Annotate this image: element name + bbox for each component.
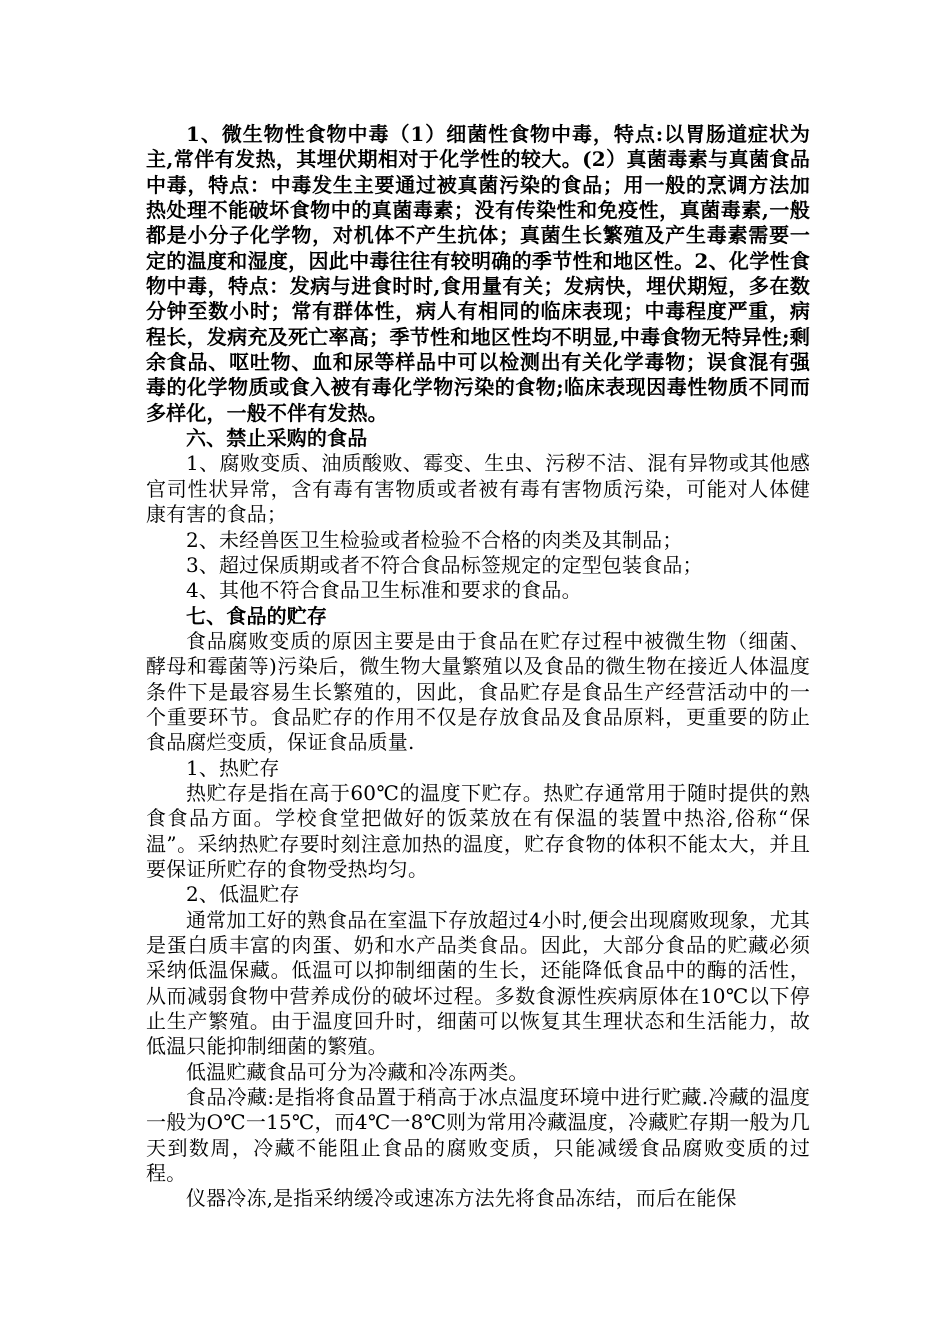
list-item-6-2: 2、未经兽医卫生检验或者检验不合格的肉类及其制品； xyxy=(186,527,683,552)
paragraph-storage-intro: 食品腐败变质的原因主要是由于食品在贮存过程中被微生物（细菌、酵母和霉菌等)污染后，微生物大量繁殖以及食品的微生物在接近人体温度条件下是最容易生长繁殖的，因此，食品贮存是食品生产经营活动中的一个重要环节。食品贮存的作用不仅是存放食品及食品原料，更重要的防止食品腐烂变质，保证食品质量. xyxy=(146,628,810,755)
paragraph-freezing: 仪器冷冻,是指采纳缓冷或速冻方法先将食品冻结，而后在能保 xyxy=(186,1186,737,1211)
section-heading-6: 六、禁止采购的食品 xyxy=(186,426,368,451)
list-item-6-1: 1、腐败变质、油质酸败、霉变、生虫、污秽不洁、混有异物或其他感官司性状异常，含有毒有害物质或者被有毒有害物质污染，可能对人体健康有害的食品； xyxy=(146,451,810,527)
paragraph-cold-types: 低温贮藏食品可分为冷藏和冷冻两类。 xyxy=(186,1059,529,1084)
paragraph-hot-storage: 热贮存是指在高于60℃的温度下贮存。热贮存通常用于随时提供的熟食食品方面。学校食堂把做好的饭菜放在有保温的装置中热浴,俗称“保温”。采纳热贮存要时刻注意加热的温度，贮存食物的体积不能太大，并且要保证所贮存的食物受热均匀。 xyxy=(146,780,810,881)
document-page xyxy=(146,122,810,1212)
paragraph-cold-storage: 通常加工好的熟食品在室温下存放超过4小时,便会出现腐败现象，尤其是蛋白质丰富的肉蛋、奶和水产品类食品。因此，大部分食品的贮藏必须采纳低温保藏。低温可以抑制细菌的生长，还能降低食品中的酶的活性，从而减弱食物中营养成份的破坏过程。多数食源性疾病原体在10℃以下停止生产繁殖。由于温度回升时，细菌可以恢复其生理状态和生活能力，故低温只能抑制细菌的繁殖。 xyxy=(146,907,810,1059)
subheading-cold-storage: 2、低温贮存 xyxy=(186,882,300,907)
section-heading-7: 七、食品的贮存 xyxy=(186,603,328,628)
list-item-6-3: 3、超过保质期或者不符合食品标签规定的定型包装食品； xyxy=(186,552,703,577)
paragraph-food-poisoning: 1、微生物性食物中毒（1）细菌性食物中毒，特点:以胃肠道症状为主,常伴有发热，其埋伏期相对于化学性的较大。(2）真菌毒素与真菌食品中毒，特点：中毒发生主要通过被真菌污染的食品；用一般的烹调方法加热处理不能破坏食物中的真菌毒素；没有传染性和免疫性，真菌毒素,一般都是小分子化学物，对机体不产生抗体；真菌生长繁殖及产生毒素需要一定的温度和湿度，因此中毒往往有较明确的季节性和地区性。2、化学性食物中毒，特点：发病与进食时时,食用量有关；发病快，埋伏期短，多在数分钟至数小时；常有群体性，病人有相同的临床表现；中毒程度严重，病程长，发病充及死亡率高；季节性和地区性均不明显,中毒食物无特异性;剩余食品、呕吐物、血和尿等样品中可以检测出有关化学毒物；误食混有强毒的化学物质或食入被有毒化学物污染的食物;临床表现因毒性物质不同而多样化，一般不伴有发热。 xyxy=(146,122,810,425)
subheading-hot-storage: 1、热贮存 xyxy=(186,755,280,780)
paragraph-refrigeration: 食品冷藏:是指将食品置于稍高于冰点温度环境中进行贮藏.冷藏的温度一般为O℃一15℃，而4℃一8℃则为常用冷藏温度，冷藏贮存期一般为几天到数周，冷藏不能阻止食品的腐败变质，只能减缓食品腐败变质的过程。 xyxy=(146,1085,810,1186)
list-item-6-4: 4、其他不符合食品卫生标准和要求的食品。 xyxy=(186,578,582,603)
